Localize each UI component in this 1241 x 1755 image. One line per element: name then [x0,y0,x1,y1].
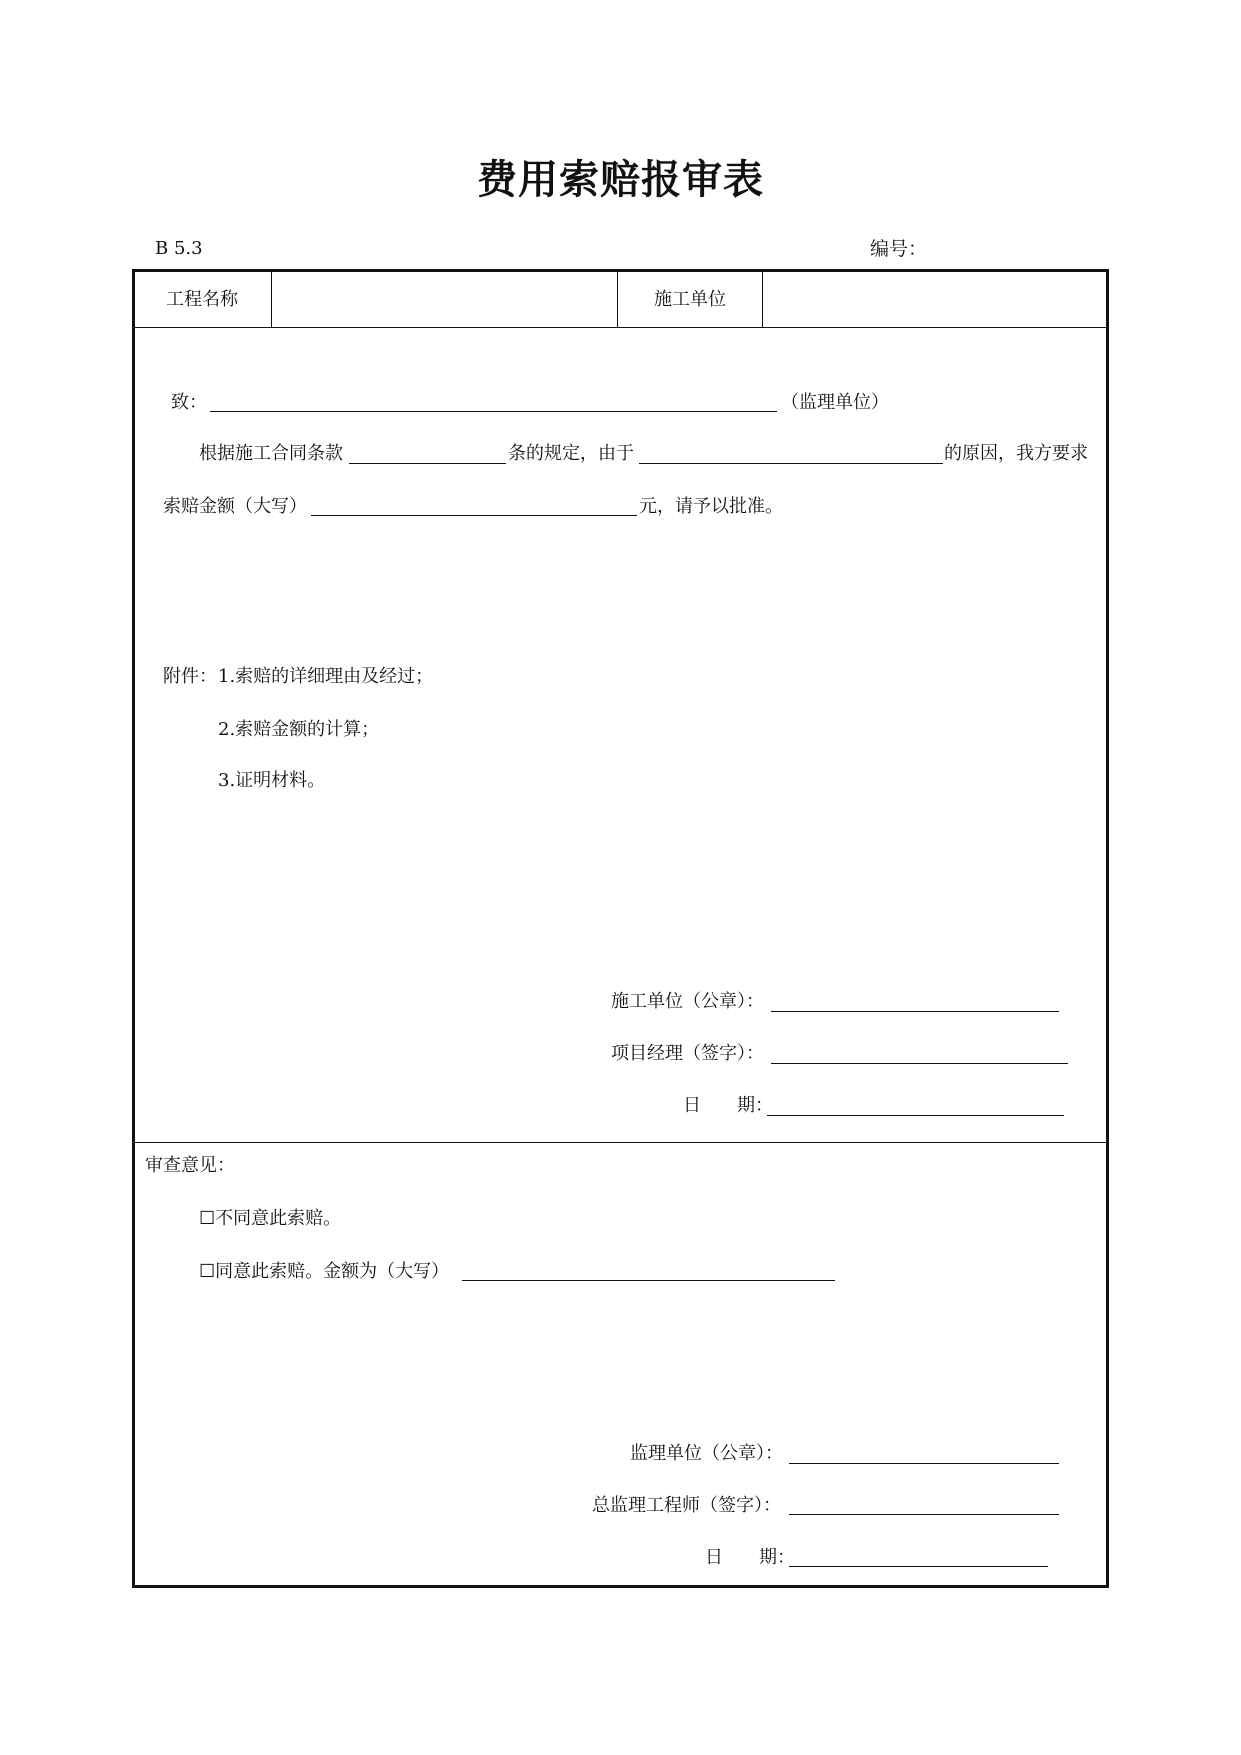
application-date-blank[interactable] [767,1115,1064,1116]
contractor-seal-blank[interactable] [771,1011,1059,1012]
header-col-divider-3 [762,272,763,327]
project-manager-label: 项目经理（签字）： [611,1043,764,1064]
contractor-label: 施工单位 [654,289,726,310]
header-divider [135,327,1106,328]
page-title: 费用索赔报审表 [477,156,764,203]
form-frame [132,269,1109,1588]
disagree-option[interactable] [199,1210,341,1228]
attachment-item: 3.证明材料。 [218,770,326,791]
reason-blank[interactable] [639,463,943,464]
clause-line-prefix: 根据施工合同条款 [199,443,343,464]
supervisor-seal-blank[interactable] [789,1463,1059,1464]
to-suffix: （监理单位） [781,392,889,413]
project-name-label: 工程名称 [166,289,238,310]
application-date-label: 日 期： [683,1095,773,1116]
checkbox-icon[interactable]: ☐ [199,1208,216,1229]
review-label: 审查意见： [145,1155,235,1176]
disagree-option-label: 不同意此索赔。 [215,1208,342,1229]
contractor-seal-label: 施工单位（公章）： [611,991,764,1012]
header-col-divider-2 [617,272,618,327]
amount-line-suffix: 元，请予以批准。 [639,496,783,517]
agree-option[interactable] [199,1263,449,1281]
form-code: B 5.3 [155,238,203,259]
amount-line-prefix: 索赔金额（大写） [163,496,307,517]
checkbox-icon[interactable]: ☐ [199,1261,216,1282]
chief-engineer-label: 总监理工程师（签字）： [592,1495,781,1516]
supervisor-seal-label: 监理单位（公章）： [630,1443,783,1464]
amount-blank[interactable] [311,515,637,516]
attachment-item: 2.索赔金额的计算； [218,719,380,740]
review-date-label: 日 期： [705,1547,795,1568]
serial-number-label: 编号： [870,238,928,260]
review-date-blank[interactable] [789,1566,1048,1567]
agree-option-label: 同意此索赔。金额为（大写） [215,1261,450,1282]
to-label: 致： [171,392,207,413]
attachments-label: 附件： [163,666,217,687]
header-col-divider-1 [271,272,272,327]
approved-amount-blank[interactable] [462,1280,835,1281]
attachment-item: 1.索赔的详细理由及经过； [218,666,434,687]
clause-number-blank[interactable] [349,463,506,464]
supervisor-unit-blank[interactable] [210,411,777,412]
clause-line-mid: 条的规定，由于 [508,443,634,464]
clause-line-suffix: 的原因，我方要求 [944,443,1088,464]
section-divider [135,1142,1106,1143]
chief-engineer-blank[interactable] [789,1514,1059,1515]
project-manager-blank[interactable] [771,1063,1068,1064]
